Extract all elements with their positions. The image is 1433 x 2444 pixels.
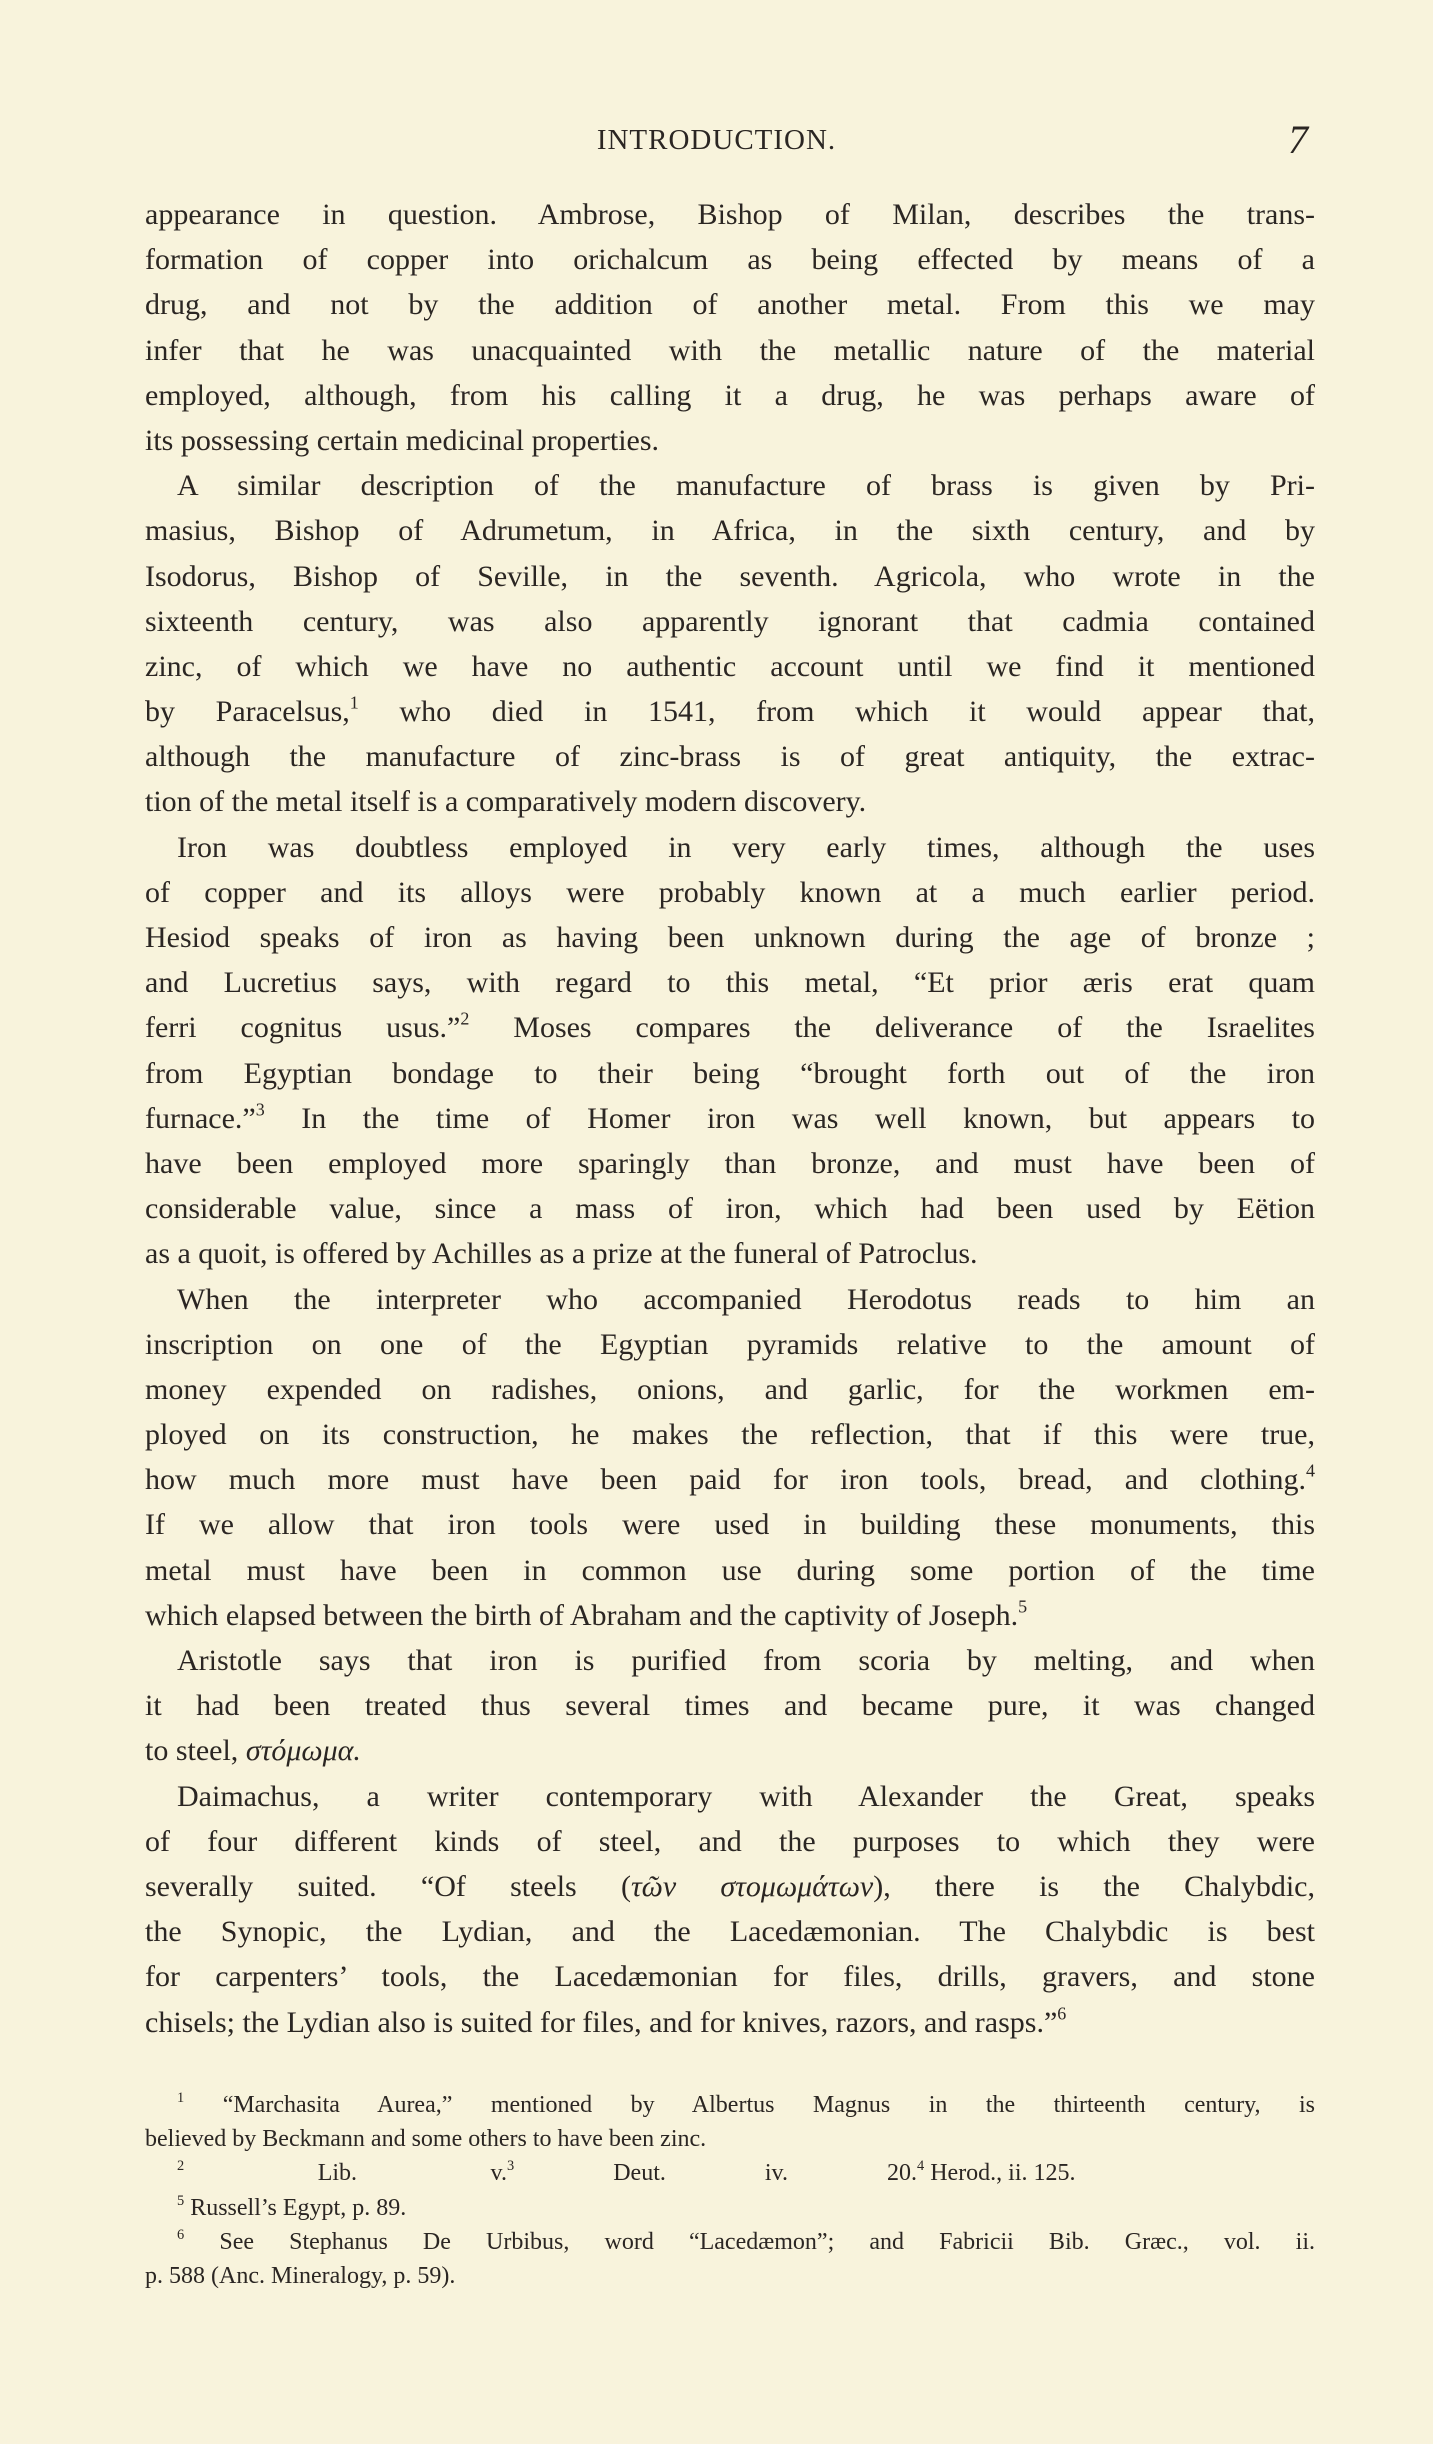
text-line (145, 192, 1315, 237)
text-line (145, 282, 1315, 327)
text-segment: have been employed more sparingly than bronze, and must have been of (145, 1146, 1315, 1180)
text-segment: Hesiod speaks of iron as having been unknown during the age of bronze ; (145, 921, 1315, 954)
text-segment: If we allow that iron tools were used in building these monuments, this (145, 1508, 1315, 1542)
text-line (145, 1096, 1315, 1141)
text-segment: drug, and not by the addition of another metal. From this we may (145, 288, 1315, 322)
text-line (145, 1005, 1315, 1050)
text-line (145, 1954, 1315, 1999)
footnote-2 (177, 2156, 507, 2190)
text-segment: who died in 1541, from which it would appear that, (358, 695, 1316, 729)
body-text (145, 192, 1315, 2045)
text-segment: chisels; the Lydian also is suited for files, and for knives, razors, and rasps.” (145, 2005, 1058, 2039)
page-number: 7 (1288, 117, 1309, 162)
text-line (145, 1412, 1315, 1457)
text-line (145, 1864, 1315, 1909)
greek-term: στόμωμα. (245, 1734, 361, 1768)
footnote-text: “Marchasita Aurea,” mentioned by Albertus Magnus in the thirteenth century, is (222, 2092, 1315, 2118)
text-line (145, 508, 1315, 553)
text-segment: and Lucretius says, with regard to this metal, “Et prior æris erat quam (145, 966, 1315, 1000)
footnote-mark: 1 (177, 2089, 185, 2106)
text-line (145, 1502, 1315, 1547)
text-segment: money expended on radishes, onions, and garlic, for the workmen em- (145, 1372, 1315, 1406)
text-line (145, 734, 1315, 779)
text-segment: the Synopic, the Lydian, and the Lacedæmonian. The Chalybdic is best (145, 1915, 1315, 1949)
footnote-4 (917, 2156, 1076, 2190)
footnote-text: Russell’s Egypt, p. 89. (190, 2194, 407, 2221)
footnote-3 (507, 2156, 917, 2190)
footnote-ref: 4 (1306, 1460, 1315, 1481)
footnote-row-2-4 (145, 2156, 1315, 2190)
running-head: INTRODUCTION. (596, 124, 837, 156)
footnote-ref: 6 (1057, 2002, 1067, 2023)
text-line (145, 1728, 1315, 1773)
text-segment: A similar description of the manufacture of brass is given by Pri- (177, 469, 1315, 503)
text-segment: of four different kinds of steel, and the purposes to which they were (145, 1824, 1315, 1858)
footnote-text: Lib. v. (317, 2160, 507, 2187)
text-segment: infer that he was unacquainted with the metallic nature of the material (145, 333, 1315, 367)
footnote-mark: 2 (177, 2158, 185, 2175)
footnote-mark: 6 (177, 2226, 185, 2243)
footnote-5 (145, 2191, 1315, 2225)
text-segment: although the manufacture of zinc-brass is of great antiquity, the extrac- (145, 740, 1315, 774)
text-line (145, 599, 1315, 644)
text-segment: metal must have been in common use during some portion of the time (145, 1553, 1315, 1587)
text-line (145, 1367, 1315, 1412)
text-line (145, 779, 1315, 824)
text-segment: by Paracelsus, (145, 695, 350, 729)
text-segment: it had been treated thus several times and became pure, it was changed (145, 1689, 1315, 1723)
text-line (145, 1322, 1315, 1367)
footnote-6 (145, 2225, 1315, 2259)
text-line (145, 1593, 1315, 1638)
text-line (145, 1909, 1315, 1954)
text-line (145, 825, 1315, 870)
text-line (145, 373, 1315, 418)
text-segment: Iron was doubtless employed in very early times, although the uses (177, 830, 1315, 864)
text-segment: appearance in question. Ambrose, Bishop of Milan, describes the trans- (145, 198, 1315, 231)
text-segment: Aristotle says that iron is purified from scoria by melting, and when (177, 1644, 1315, 1677)
text-line (145, 1186, 1315, 1231)
text-segment: sixteenth century, was also apparently ignorant that cadmia contained (145, 604, 1315, 638)
footnote-text: Deut. iv. 20. (613, 2160, 918, 2187)
text-segment: Isodorus, Bishop of Seville, in the seventh. Agricola, who wrote in the (145, 559, 1315, 593)
footnotes (145, 2088, 1315, 2293)
footnote-ref: 3 (255, 1099, 265, 1120)
text-line (145, 1231, 1315, 1276)
text-line (145, 2000, 1315, 2045)
text-segment: which elapsed between the birth of Abraham and the captivity of Joseph. (145, 1598, 1019, 1632)
text-segment: ), there is the Chalybdic, (873, 1869, 1315, 1903)
footnote-1 (145, 2088, 1315, 2122)
footnote-text: Herod., ii. 125. (930, 2160, 1076, 2187)
footnote-1-cont: believed by Beckmann and some others to have been zinc. (145, 2126, 707, 2153)
text-segment: zinc, of which we have no authentic account until we find it mentioned (145, 649, 1315, 683)
footnote-mark: 3 (507, 2158, 515, 2175)
text-segment: masius, Bishop of Adrumetum, in Africa, in the sixth century, and by (145, 514, 1315, 548)
text-segment: Moses compares the deliverance of the Israelites (469, 1011, 1315, 1045)
text-segment: considerable value, since a mass of iron, which had been used by Eëtion (145, 1192, 1315, 1226)
text-line (145, 1051, 1315, 1096)
text-segment: In the time of Homer iron was well known, but appears to (264, 1101, 1315, 1135)
text-line (145, 554, 1315, 599)
text-line (145, 463, 1315, 508)
text-segment: inscription on one of the Egyptian pyramids relative to the amount of (145, 1327, 1315, 1361)
text-segment: as a quoit, is offered by Achilles as a prize at the funeral of Patroclus. (145, 1237, 978, 1271)
text-segment: how much more must have been paid for iron tools, bread, and clothing. (145, 1463, 1306, 1497)
text-segment: When the interpreter who accompanied Herodotus reads to him an (177, 1282, 1315, 1316)
text-line (145, 1457, 1315, 1502)
text-segment: of copper and its alloys were probably known at a much earlier period. (145, 875, 1315, 909)
text-segment: severally suited. “Of steels ( (145, 1869, 631, 1903)
text-segment: tion of the metal itself is a comparatively modern discovery. (145, 785, 867, 819)
text-line (145, 689, 1315, 734)
text-line (145, 1277, 1315, 1322)
text-segment: furnace.” (145, 1101, 256, 1135)
text-line (145, 1819, 1315, 1864)
text-segment: employed, although, from his calling it a drug, he was perhaps aware of (145, 378, 1315, 412)
text-segment: from Egyptian bondage to their being “brought forth out of the iron (145, 1056, 1315, 1090)
footnote-mark: 5 (177, 2192, 185, 2209)
text-line (145, 960, 1315, 1005)
text-segment: Daimachus, a writer contemporary with Alexander the Great, speaks (177, 1779, 1315, 1813)
text-segment: ferri cognitus usus.” (145, 1011, 461, 1045)
footnote-ref: 2 (460, 1008, 470, 1029)
text-line (145, 1638, 1315, 1683)
footnote-ref: 5 (1018, 1596, 1028, 1617)
footnote-text: See Stephanus De Urbibus, word “Lacedæmon”; and Fabricii Bib. Græc., vol. ii. (219, 2228, 1316, 2255)
text-line (145, 644, 1315, 689)
text-segment: ployed on its construction, he makes the reflection, that if this were true, (145, 1418, 1315, 1452)
text-line (145, 1683, 1315, 1728)
footnote-mark: 4 (917, 2158, 925, 2175)
text-segment: its possessing certain medicinal properties. (145, 423, 660, 457)
text-line (145, 1141, 1315, 1186)
text-segment: to steel, (145, 1734, 246, 1768)
text-line (145, 237, 1315, 282)
text-line (145, 328, 1315, 373)
text-line (145, 1548, 1315, 1593)
footnote-ref: 1 (349, 692, 359, 713)
text-segment: for carpenters’ tools, the Lacedæmonian for files, drills, gravers, and stone (145, 1960, 1315, 1994)
footnote-6-cont: p. 588 (Anc. Mineralogy, p. 59). (145, 2262, 456, 2289)
text-line (145, 915, 1315, 960)
text-line (145, 870, 1315, 915)
text-segment: formation of copper into orichalcum as being effected by means of a (145, 243, 1315, 277)
greek-term: τῶν στομωμάτων (630, 1869, 874, 1903)
text-line (145, 418, 1315, 463)
text-line (145, 1774, 1315, 1819)
